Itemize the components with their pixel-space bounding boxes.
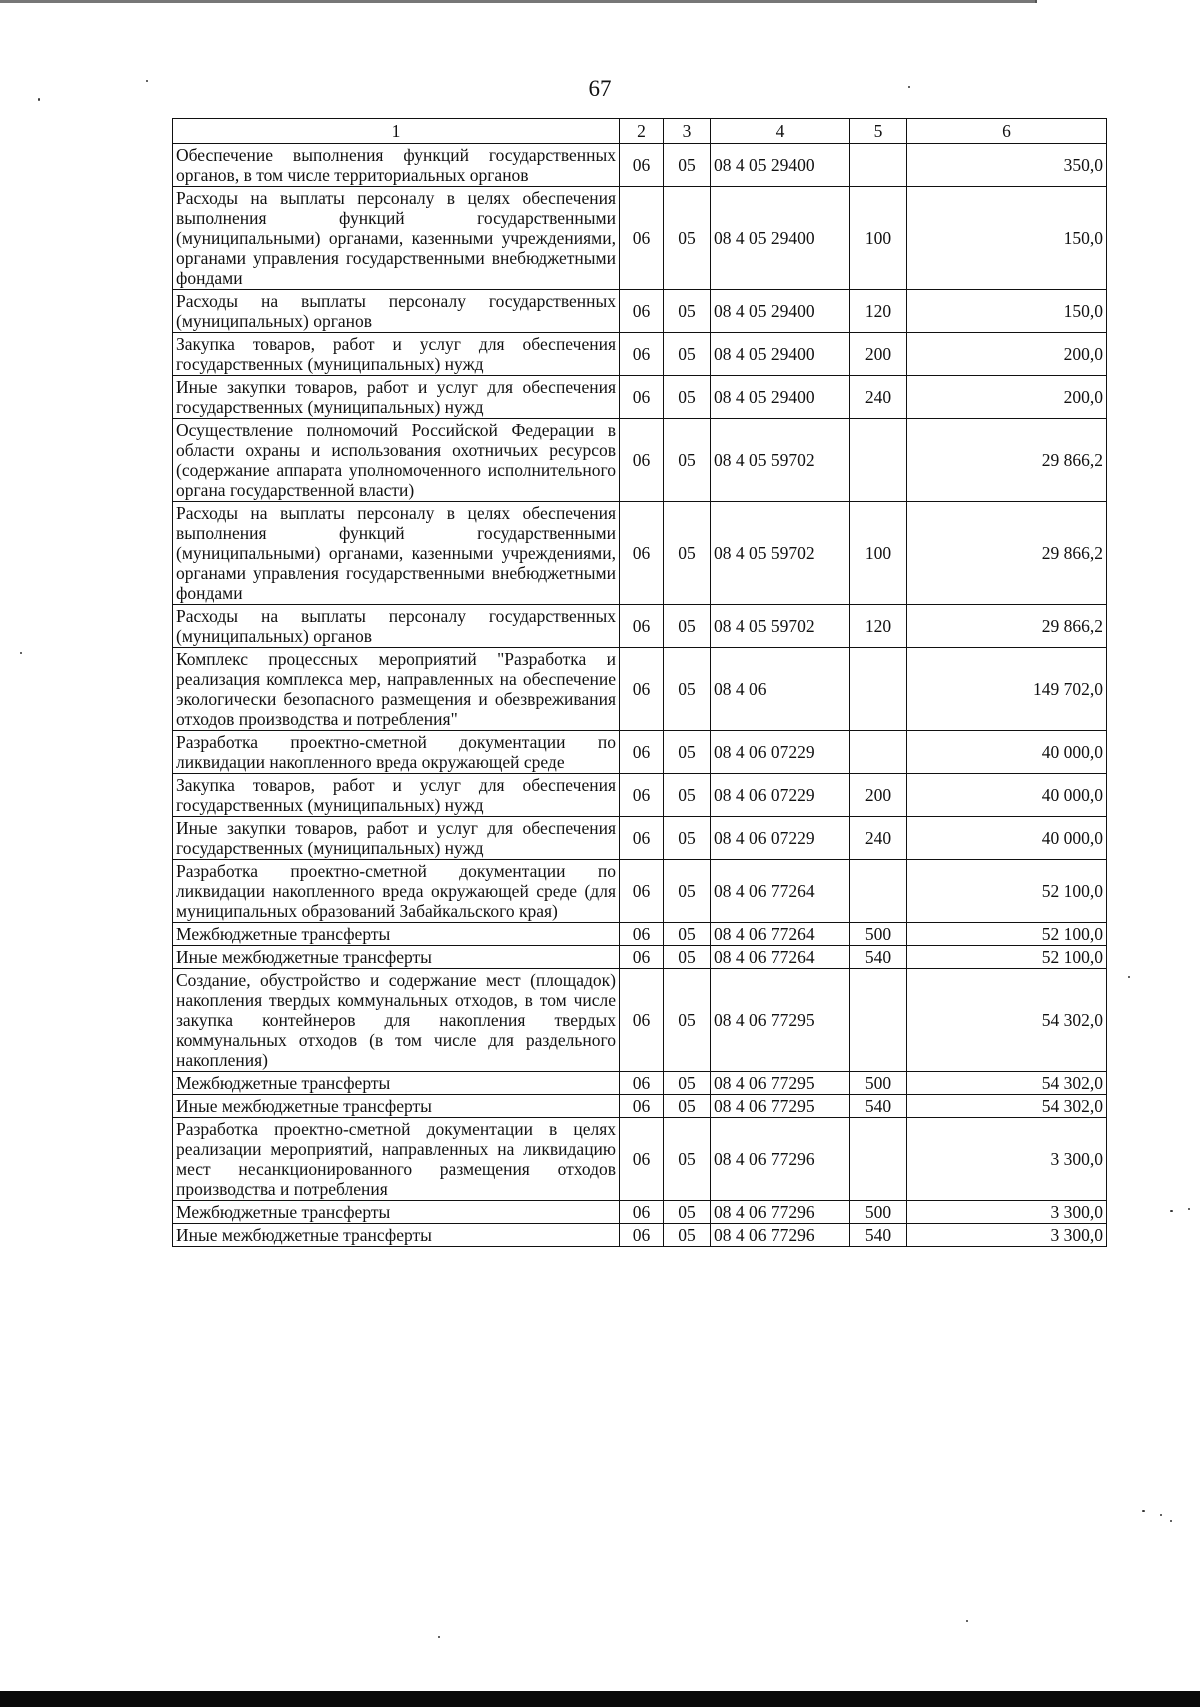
row-expense-type-cell: 540 — [850, 1224, 907, 1247]
scan-edge-top — [0, 0, 1035, 3]
row-subsection-cell: 05 — [664, 969, 711, 1072]
table-row — [173, 1118, 1107, 1201]
header-col-2: 2 — [620, 119, 664, 144]
table-row — [173, 969, 1107, 1072]
table-row — [173, 817, 1107, 860]
row-name-cell: Обеспечение выполнения функций государственных органов, в том числе территориальных органов — [173, 144, 620, 187]
row-name-cell: Межбюджетные трансферты — [173, 923, 620, 946]
row-section-cell: 06 — [620, 1072, 664, 1095]
row-amount-cell: 29 866,2 — [907, 419, 1107, 502]
row-expense-type-cell: 500 — [850, 1201, 907, 1224]
row-amount-cell: 54 302,0 — [907, 1072, 1107, 1095]
row-section-cell: 06 — [620, 1095, 664, 1118]
scan-edge-right — [1035, 0, 1037, 3]
row-section-cell: 06 — [620, 419, 664, 502]
row-amount-cell: 350,0 — [907, 144, 1107, 187]
row-section-cell: 06 — [620, 1201, 664, 1224]
scan-speck — [20, 652, 22, 654]
row-target-article-cell: 08 4 05 59702 — [711, 419, 850, 502]
row-subsection-cell: 05 — [664, 774, 711, 817]
row-expense-type-cell — [850, 1118, 907, 1201]
table-row — [173, 731, 1107, 774]
row-target-article-cell: 08 4 06 07229 — [711, 731, 850, 774]
row-subsection-cell: 05 — [664, 144, 711, 187]
row-name-cell: Разработка проектно-сметной документации по ликвидации накопленного вреда окружающей среде — [173, 731, 620, 774]
scan-speck — [38, 98, 40, 101]
row-section-cell: 06 — [620, 648, 664, 731]
scan-speck — [908, 86, 910, 88]
row-subsection-cell: 05 — [664, 502, 711, 605]
row-amount-cell: 54 302,0 — [907, 969, 1107, 1072]
row-target-article-cell: 08 4 06 77295 — [711, 969, 850, 1072]
header-col-1: 1 — [173, 119, 620, 144]
row-subsection-cell: 05 — [664, 333, 711, 376]
row-section-cell: 06 — [620, 817, 664, 860]
row-section-cell: 06 — [620, 605, 664, 648]
row-target-article-cell: 08 4 06 77295 — [711, 1095, 850, 1118]
table-row — [173, 376, 1107, 419]
scan-speck — [438, 1636, 440, 1638]
row-target-article-cell: 08 4 06 77264 — [711, 946, 850, 969]
table-row — [173, 290, 1107, 333]
row-section-cell: 06 — [620, 860, 664, 923]
row-section-cell: 06 — [620, 1224, 664, 1247]
row-target-article-cell: 08 4 06 77296 — [711, 1224, 850, 1247]
scan-speck — [1188, 1208, 1190, 1210]
row-amount-cell: 200,0 — [907, 333, 1107, 376]
row-name-cell: Разработка проектно-сметной документации по ликвидации накопленного вреда окружающей среде (для муниципальных образований Забайкальского края) — [173, 860, 620, 923]
row-name-cell: Иные межбюджетные трансферты — [173, 1224, 620, 1247]
row-expense-type-cell: 540 — [850, 1095, 907, 1118]
row-section-cell: 06 — [620, 187, 664, 290]
row-name-cell: Иные межбюджетные трансферты — [173, 946, 620, 969]
table-row — [173, 946, 1107, 969]
row-amount-cell: 3 300,0 — [907, 1224, 1107, 1247]
row-name-cell: Создание, обустройство и содержание мест (площадок) накопления твердых коммунальных отходов, в том числе закупка контейнеров для накопления твердых коммунальных отходов (в том числе для раздельного накопления) — [173, 969, 620, 1072]
header-col-6: 6 — [907, 119, 1107, 144]
row-target-article-cell: 08 4 06 77264 — [711, 923, 850, 946]
row-target-article-cell: 08 4 06 07229 — [711, 774, 850, 817]
scan-speck — [1128, 976, 1130, 978]
table-row — [173, 1201, 1107, 1224]
row-subsection-cell: 05 — [664, 419, 711, 502]
row-name-cell: Межбюджетные трансферты — [173, 1201, 620, 1224]
row-section-cell: 06 — [620, 333, 664, 376]
row-amount-cell: 3 300,0 — [907, 1201, 1107, 1224]
row-expense-type-cell — [850, 144, 907, 187]
row-amount-cell: 29 866,2 — [907, 502, 1107, 605]
row-expense-type-cell: 240 — [850, 376, 907, 419]
row-amount-cell: 40 000,0 — [907, 817, 1107, 860]
row-expense-type-cell — [850, 860, 907, 923]
row-name-cell: Закупка товаров, работ и услуг для обеспечения государственных (муниципальных) нужд — [173, 333, 620, 376]
table-row — [173, 333, 1107, 376]
row-target-article-cell: 08 4 06 07229 — [711, 817, 850, 860]
row-subsection-cell: 05 — [664, 946, 711, 969]
row-amount-cell: 54 302,0 — [907, 1095, 1107, 1118]
row-expense-type-cell: 200 — [850, 333, 907, 376]
table-row — [173, 1072, 1107, 1095]
row-section-cell: 06 — [620, 923, 664, 946]
scan-speck — [1142, 1510, 1145, 1512]
row-name-cell: Расходы на выплаты персоналу государственных (муниципальных) органов — [173, 290, 620, 333]
row-subsection-cell: 05 — [664, 605, 711, 648]
row-subsection-cell: 05 — [664, 1224, 711, 1247]
row-subsection-cell: 05 — [664, 731, 711, 774]
row-target-article-cell: 08 4 05 29400 — [711, 376, 850, 419]
row-expense-type-cell: 100 — [850, 502, 907, 605]
scan-edge-bottom — [0, 1691, 1200, 1707]
row-amount-cell: 150,0 — [907, 187, 1107, 290]
row-name-cell: Межбюджетные трансферты — [173, 1072, 620, 1095]
row-section-cell: 06 — [620, 290, 664, 333]
row-target-article-cell: 08 4 06 77295 — [711, 1072, 850, 1095]
table-row — [173, 923, 1107, 946]
row-name-cell: Разработка проектно-сметной документации в целях реализации мероприятий, направленных на ликвидацию мест несанкционированного размещения отходов производства и потребления — [173, 1118, 620, 1201]
row-target-article-cell: 08 4 06 77296 — [711, 1118, 850, 1201]
page-number: 67 — [588, 76, 612, 101]
row-target-article-cell: 08 4 05 29400 — [711, 333, 850, 376]
row-name-cell: Расходы на выплаты персоналу государственных (муниципальных) органов — [173, 605, 620, 648]
row-name-cell: Иные межбюджетные трансферты — [173, 1095, 620, 1118]
row-section-cell: 06 — [620, 144, 664, 187]
table-row — [173, 419, 1107, 502]
row-expense-type-cell: 100 — [850, 187, 907, 290]
row-amount-cell: 40 000,0 — [907, 731, 1107, 774]
row-amount-cell: 52 100,0 — [907, 923, 1107, 946]
row-expense-type-cell: 500 — [850, 923, 907, 946]
budget-table — [172, 118, 1107, 1247]
row-name-cell: Расходы на выплаты персоналу в целях обеспечения выполнения функций государственными (муниципальными) органами, казенными учреждениями, органами управления государственными внебюджетными фондами — [173, 187, 620, 290]
row-subsection-cell: 05 — [664, 817, 711, 860]
row-name-cell: Иные закупки товаров, работ и услуг для обеспечения государственных (муниципальных) нужд — [173, 817, 620, 860]
header-row — [173, 119, 1107, 144]
row-subsection-cell: 05 — [664, 923, 711, 946]
row-amount-cell: 40 000,0 — [907, 774, 1107, 817]
row-expense-type-cell: 120 — [850, 605, 907, 648]
row-section-cell: 06 — [620, 774, 664, 817]
table-row — [173, 187, 1107, 290]
row-expense-type-cell — [850, 969, 907, 1072]
table-row — [173, 860, 1107, 923]
row-amount-cell: 200,0 — [907, 376, 1107, 419]
row-section-cell: 06 — [620, 969, 664, 1072]
row-subsection-cell: 05 — [664, 376, 711, 419]
scan-speck — [1160, 1514, 1162, 1516]
row-name-cell: Комплекс процессных мероприятий "Разработка и реализация комплекса мер, направленных на обеспечение экологически безопасного размещения и обезвреживания отходов производства и потребления" — [173, 648, 620, 731]
header-col-5: 5 — [850, 119, 907, 144]
row-name-cell: Осуществление полномочий Российской Федерации в области охраны и использования охотничьих ресурсов (содержание аппарата уполномоченного исполнительного органа государственной власти) — [173, 419, 620, 502]
table-row — [173, 648, 1107, 731]
row-target-article-cell: 08 4 05 59702 — [711, 502, 850, 605]
row-subsection-cell: 05 — [664, 1095, 711, 1118]
row-name-cell: Расходы на выплаты персоналу в целях обеспечения выполнения функций государственными (муниципальными) органами, казенными учреждениями, органами управления государственными внебюджетными фондами — [173, 502, 620, 605]
row-target-article-cell: 08 4 05 29400 — [711, 290, 850, 333]
table-row — [173, 1095, 1107, 1118]
row-amount-cell: 52 100,0 — [907, 946, 1107, 969]
row-subsection-cell: 05 — [664, 860, 711, 923]
row-amount-cell: 149 702,0 — [907, 648, 1107, 731]
row-expense-type-cell: 200 — [850, 774, 907, 817]
row-section-cell: 06 — [620, 946, 664, 969]
row-section-cell: 06 — [620, 731, 664, 774]
row-amount-cell: 29 866,2 — [907, 605, 1107, 648]
row-amount-cell: 52 100,0 — [907, 860, 1107, 923]
table-row — [173, 774, 1107, 817]
scan-speck — [966, 1620, 968, 1622]
row-subsection-cell: 05 — [664, 1201, 711, 1224]
row-name-cell: Закупка товаров, работ и услуг для обеспечения государственных (муниципальных) нужд — [173, 774, 620, 817]
row-subsection-cell: 05 — [664, 1118, 711, 1201]
row-expense-type-cell: 500 — [850, 1072, 907, 1095]
row-target-article-cell: 08 4 06 77296 — [711, 1201, 850, 1224]
row-target-article-cell: 08 4 06 77264 — [711, 860, 850, 923]
row-name-cell: Иные закупки товаров, работ и услуг для обеспечения государственных (муниципальных) нужд — [173, 376, 620, 419]
row-amount-cell: 3 300,0 — [907, 1118, 1107, 1201]
row-subsection-cell: 05 — [664, 648, 711, 731]
row-target-article-cell: 08 4 05 59702 — [711, 605, 850, 648]
row-expense-type-cell: 240 — [850, 817, 907, 860]
row-expense-type-cell — [850, 419, 907, 502]
row-target-article-cell: 08 4 06 — [711, 648, 850, 731]
table-row — [173, 605, 1107, 648]
row-target-article-cell: 08 4 05 29400 — [711, 144, 850, 187]
row-subsection-cell: 05 — [664, 1072, 711, 1095]
row-target-article-cell: 08 4 05 29400 — [711, 187, 850, 290]
row-expense-type-cell: 120 — [850, 290, 907, 333]
table-row — [173, 502, 1107, 605]
budget-table-body — [173, 119, 1107, 1247]
row-expense-type-cell: 540 — [850, 946, 907, 969]
row-amount-cell: 150,0 — [907, 290, 1107, 333]
row-section-cell: 06 — [620, 502, 664, 605]
row-section-cell: 06 — [620, 1118, 664, 1201]
row-section-cell: 06 — [620, 376, 664, 419]
table-row — [173, 144, 1107, 187]
row-subsection-cell: 05 — [664, 187, 711, 290]
header-col-4: 4 — [711, 119, 850, 144]
row-expense-type-cell — [850, 731, 907, 774]
header-col-3: 3 — [664, 119, 711, 144]
row-subsection-cell: 05 — [664, 290, 711, 333]
scan-speck — [1170, 1520, 1172, 1522]
row-expense-type-cell — [850, 648, 907, 731]
scan-speck — [146, 80, 148, 82]
scan-speck — [1170, 1210, 1173, 1212]
table-row — [173, 1224, 1107, 1247]
